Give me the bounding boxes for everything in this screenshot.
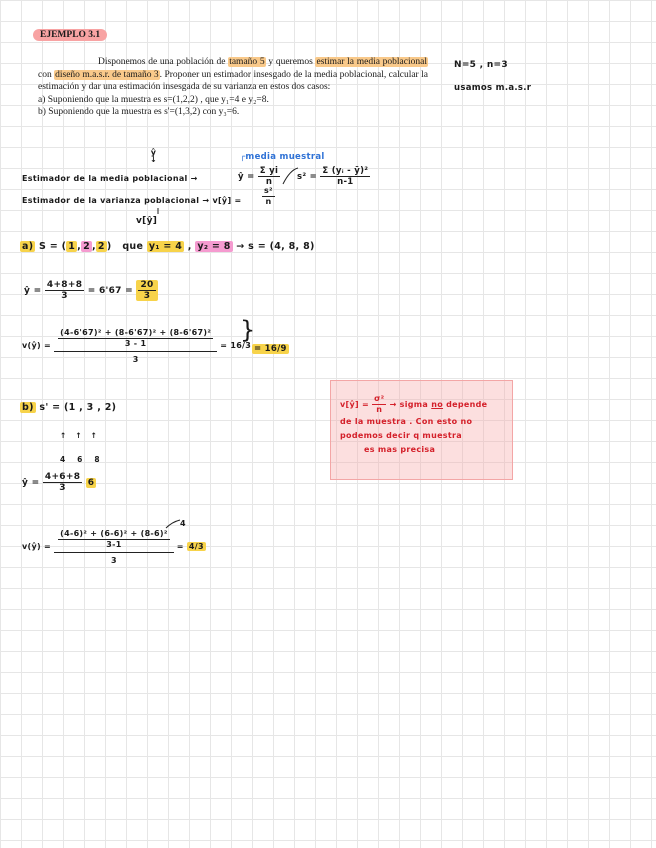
yhat-arrow-annotation: ŷ ↓ — [150, 148, 158, 164]
part-b-mean-result: 6 — [87, 478, 95, 488]
part-a-mean-result: $\frac{20}{3}$ — [136, 280, 157, 301]
blue-note-media-muestral: ┌media muestral — [240, 152, 325, 162]
part-b-mapping: ↑ ↑ ↑ 4 6 8 — [60, 431, 100, 464]
part-a-sample: a) S = ( 1 , 2 , 2 ) que y₁ = 4 , y₂ = 8 → s = (4, 8, 8) — [22, 241, 315, 252]
part-a-label: a) — [22, 241, 34, 252]
variance-estimator-formula: $\frac{\text{s²}}{n}$ — [264, 186, 273, 206]
problem-text: y queremos — [268, 57, 313, 67]
part-a-variance: v(ŷ) = $\frac{\frac{\text{(4-6'67)² + (8-6'67)² + (8-6'67)²}}{3 - 1}}{3}$ = 16/3 — [22, 328, 252, 364]
params-note: N=5 , n=3 — [454, 60, 508, 70]
part-b-sample: b) s' = (1 , 3 , 2) — [22, 402, 117, 413]
y2-value: y₂ = 8 — [197, 241, 231, 252]
problem-text: Disponemos de una población de — [98, 57, 226, 67]
mean-estimator-formula: ŷ = $\frac{\text{Σ yi}}{n}$ — [238, 166, 279, 187]
problem-item-a: a) Suponiendo que la muestra es s=(1,2,2) , que y₁=4 e y₂=8. — [38, 94, 269, 105]
part-b-variance-result: 4/3 — [188, 542, 204, 551]
note-box-text: v[ŷ] = $\frac{\text{σ²}}{n}$ → sigma no depende de la muestra . Con esto no podemos decir q muestra es mas precisa — [340, 394, 488, 454]
highlight-estimate-mean: estimar la media poblacional — [316, 57, 427, 67]
problem-text: con — [38, 69, 52, 80]
s2-formula: s² = $\frac{\text{Σ (yᵢ - ȳ)²}}{n-1}$ — [297, 166, 369, 187]
part-b-mean: ŷ = $\frac{4+6+8}{3}$ 6 — [22, 472, 95, 493]
part-a-variance-result: = 16/9 — [254, 344, 287, 354]
part-b-label: b) — [22, 402, 34, 413]
brace: } — [240, 316, 256, 344]
method-note: usamos m.a.s.r — [454, 83, 532, 93]
example-title: EJEMPLO 3.1 — [33, 29, 107, 41]
mean-estimator-label: Estimador de la media poblacional → — [22, 174, 198, 183]
highlight-population-size: tamaño 5 — [229, 57, 265, 67]
variance-estimator-label: Estimador de la varianza poblacional → v[ŷ] = — [22, 196, 242, 205]
problem-item-b: b) Suponiendo que la muestra es s'=(1,3,2) con y₃=6. — [38, 107, 240, 117]
highlight-design: diseño m.a.s.r. de tamaño 3 — [55, 69, 159, 80]
y1-value: y₁ = 4 — [148, 241, 183, 252]
variance-below-label: v[ŷ] — [136, 216, 158, 226]
part-a-mean: ŷ = $\frac{4+8+8}{3}$ = 6'67 = $\frac{20}{3}$ — [24, 280, 158, 301]
problem-text: . Proponer un estimador insesgado de la media poblacional, calcular la estimación y dar una estimación insesgada de su varianza en estos dos casos: — [38, 69, 428, 92]
part-b-variance: v(ŷ) = $\frac{\frac{\text{(4-6)² + (6-6)² + (8-6)²}}{3-1}}{3}$ = 4/3 — [22, 529, 204, 565]
part-b-variance-exponent: 4 — [180, 519, 186, 528]
